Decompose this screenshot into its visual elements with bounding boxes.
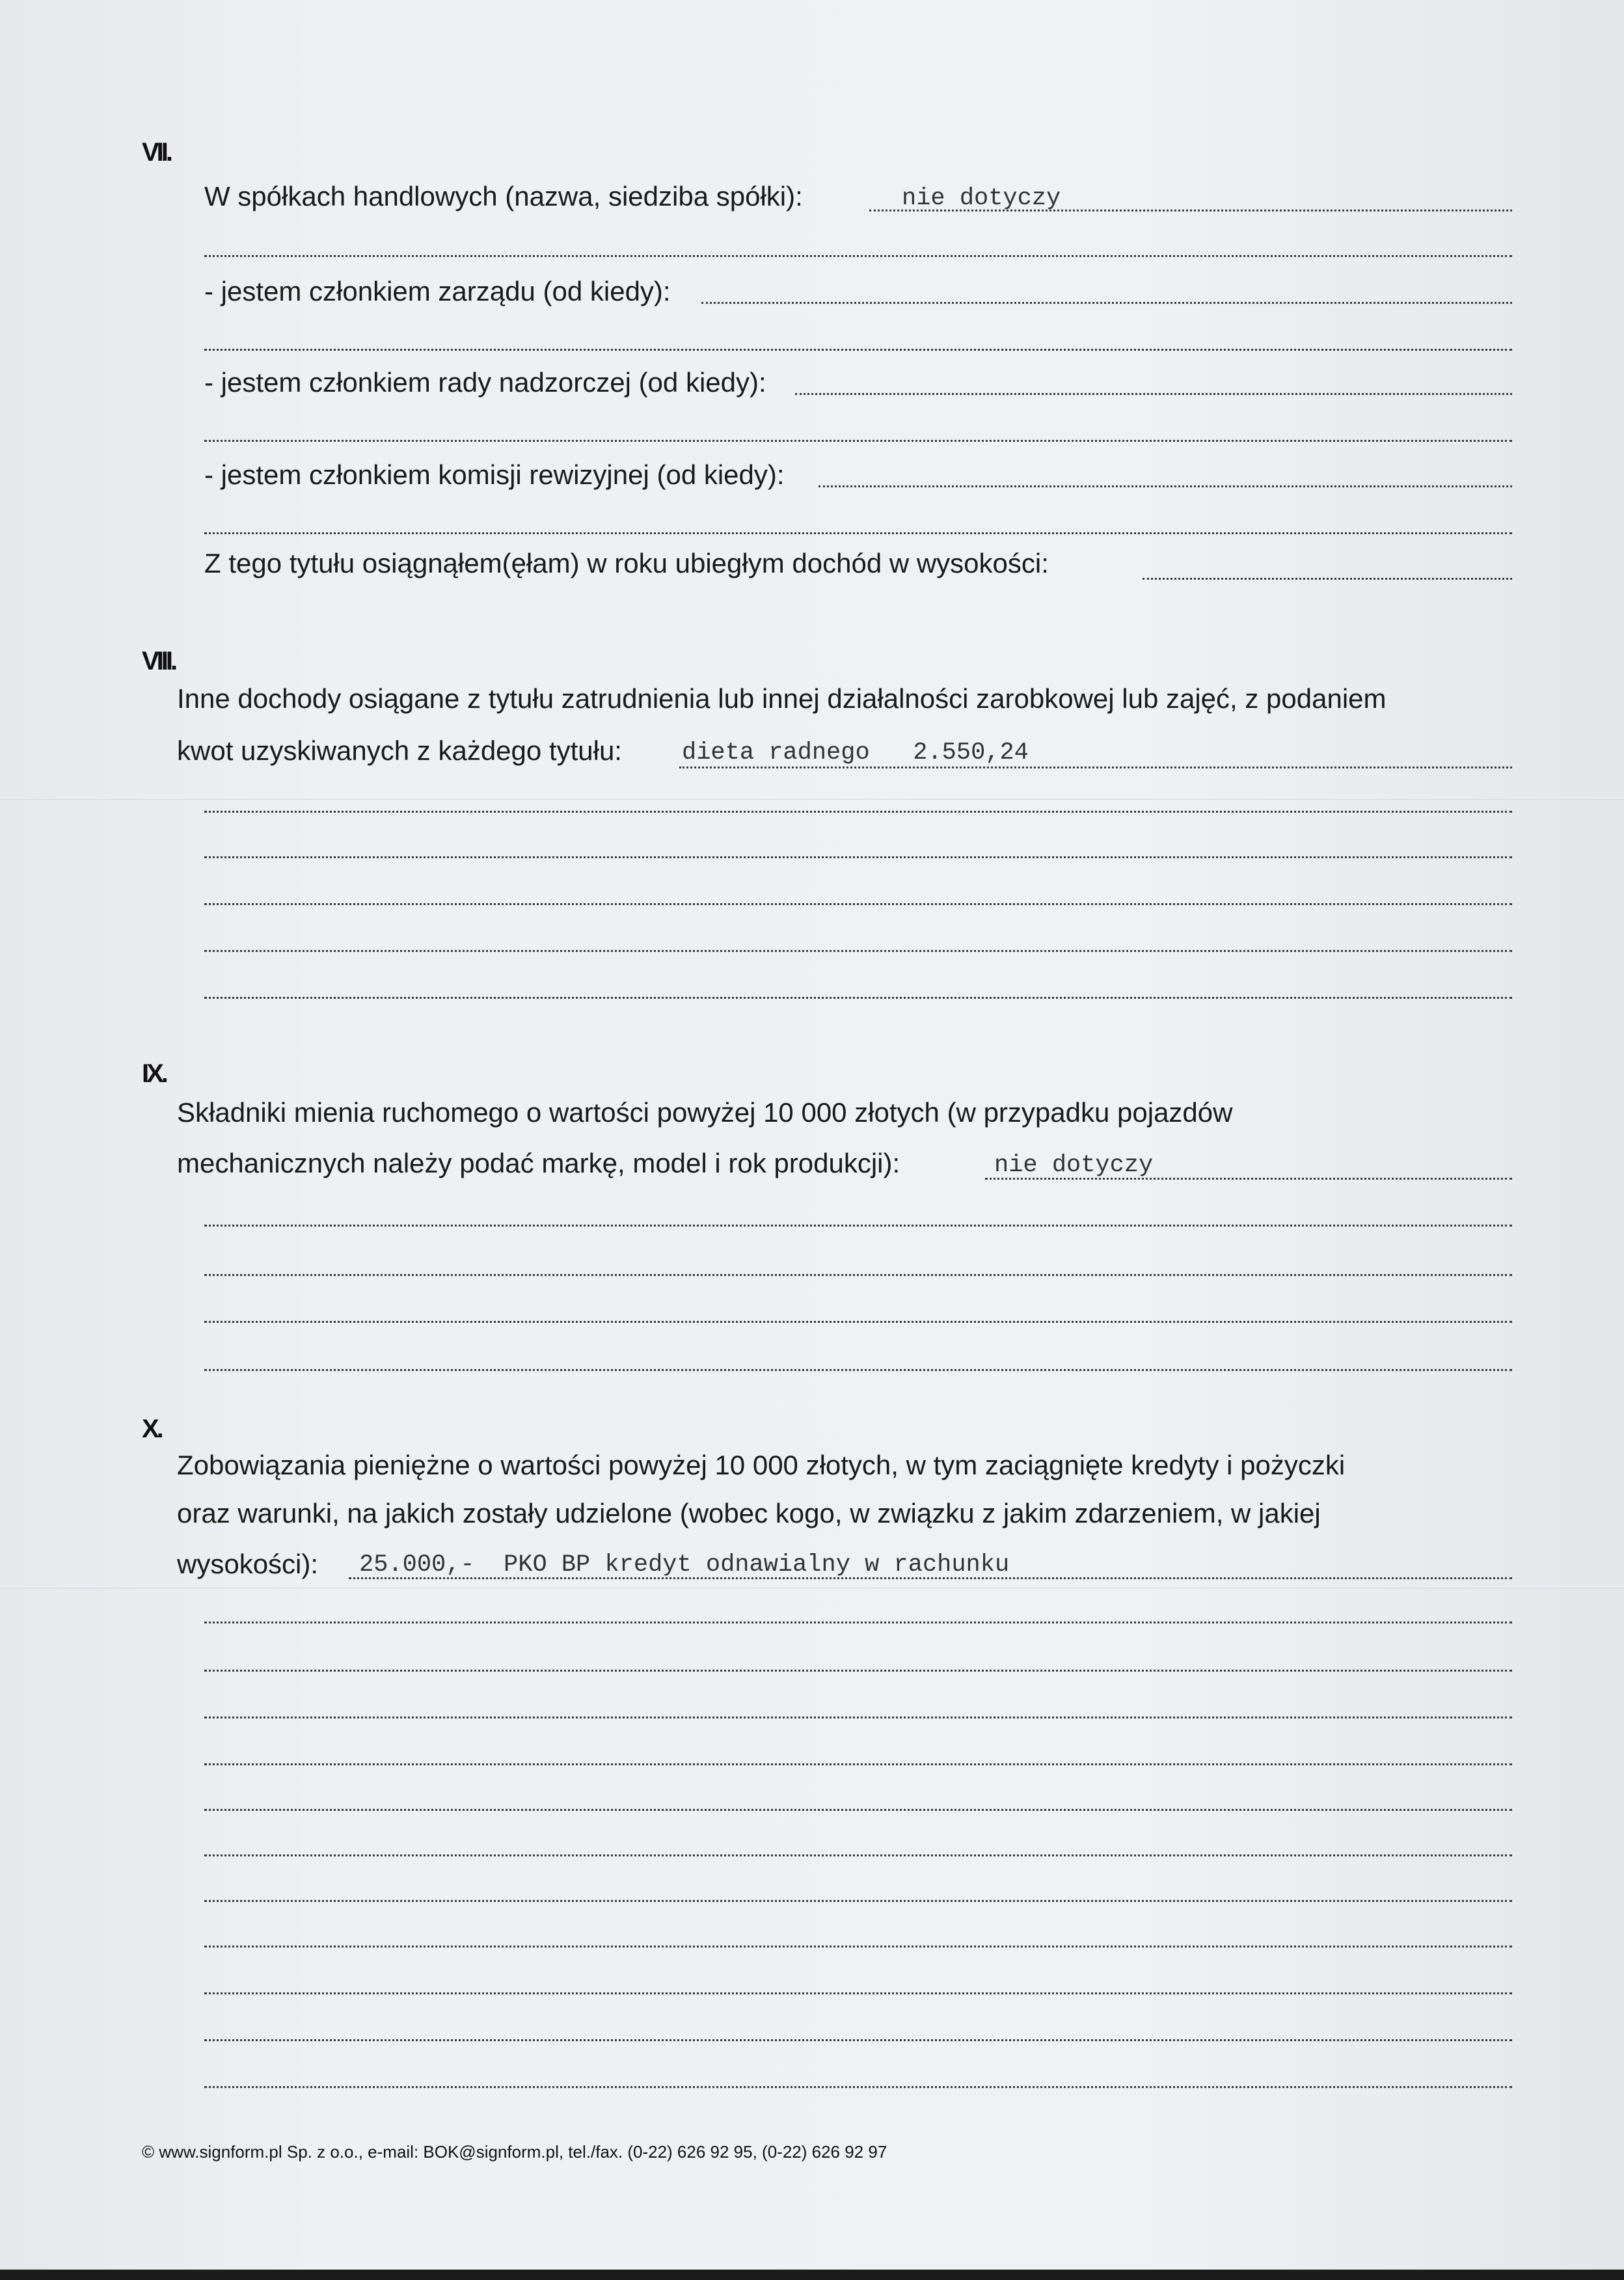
- supervisory-board-field-line[interactable]: [795, 393, 1512, 395]
- scan-edge: [0, 2270, 1624, 2280]
- movable-property-value: nie dotyczy: [994, 1152, 1154, 1179]
- liabilities-continuation-line[interactable]: [204, 1809, 1512, 1811]
- board-member-continuation-line[interactable]: [204, 349, 1512, 351]
- liabilities-continuation-line[interactable]: [204, 1854, 1512, 1856]
- companies-continuation-line[interactable]: [204, 255, 1512, 257]
- publisher-footer: © www.signform.pl Sp. z o.o., e-mail: BOK@signform.pl, tel./fax. (0-22) 626 92 95, (0-22) 626 92 97: [142, 2142, 887, 2162]
- movable-property-continuation-line[interactable]: [204, 1321, 1512, 1323]
- section-vii-number: VII.: [142, 138, 171, 167]
- liabilities-continuation-line[interactable]: [204, 2086, 1512, 2088]
- other-income-continuation-line[interactable]: [204, 950, 1512, 952]
- section-ix-number: IX.: [142, 1059, 166, 1088]
- section-x-number: X.: [142, 1415, 161, 1443]
- other-income-value: dieta radnego 2.550,24: [682, 739, 1029, 767]
- movable-property-continuation-line[interactable]: [204, 1369, 1512, 1371]
- movable-property-field-line[interactable]: [985, 1178, 1512, 1180]
- other-income-continuation-line[interactable]: [204, 856, 1512, 858]
- other-income-continuation-line[interactable]: [204, 811, 1512, 813]
- supervisory-board-continuation-line[interactable]: [204, 440, 1512, 442]
- liabilities-field-line[interactable]: [349, 1577, 1512, 1579]
- liabilities-continuation-line[interactable]: [204, 1946, 1512, 1948]
- liabilities-continuation-line[interactable]: [204, 1622, 1512, 1623]
- audit-committee-label: - jestem członkiem komisji rewizyjnej (od kiedy):: [204, 459, 785, 490]
- companies-value: nie dotyczy: [902, 185, 1061, 212]
- liabilities-continuation-line[interactable]: [204, 1670, 1512, 1672]
- audit-committee-field-line[interactable]: [819, 485, 1512, 487]
- movable-property-continuation-line[interactable]: [204, 1225, 1512, 1227]
- liabilities-continuation-line[interactable]: [204, 2039, 1512, 2041]
- supervisory-board-label: - jestem członkiem rady nadzorczej (od kiedy):: [204, 367, 766, 398]
- movable-property-continuation-line[interactable]: [204, 1274, 1512, 1276]
- income-field-line[interactable]: [1143, 578, 1512, 580]
- other-income-continuation-line[interactable]: [204, 903, 1512, 905]
- paper-fold-line: [0, 798, 1624, 800]
- other-income-field-line[interactable]: [679, 767, 1512, 768]
- paper-fold-line: [0, 1586, 1624, 1588]
- other-income-continuation-line[interactable]: [204, 997, 1512, 999]
- income-label: Z tego tytułu osiągnąłem(ęłam) w roku ubiegłym dochód w wysokości:: [204, 548, 1049, 578]
- liabilities-label-line3: wysokości):: [177, 1549, 319, 1579]
- board-member-field-line[interactable]: [701, 302, 1512, 304]
- other-income-label-line1: Inne dochody osiągane z tytułu zatrudnienia lub innej działalności zarobkowej lub zajęć, z podaniem: [177, 683, 1387, 714]
- board-member-label: - jestem członkiem zarządu (od kiedy):: [204, 276, 671, 306]
- movable-property-label-line1: Składniki mienia ruchomego o wartości powyżej 10 000 złotych (w przypadku pojazdów: [177, 1097, 1233, 1128]
- movable-property-label-line2: mechanicznych należy podać markę, model i rok produkcji):: [177, 1148, 900, 1178]
- liabilities-value: 25.000,- PKO BP kredyt odnawialny w rachunku: [359, 1551, 1010, 1579]
- liabilities-continuation-line[interactable]: [204, 1717, 1512, 1718]
- liabilities-continuation-line[interactable]: [204, 1992, 1512, 1994]
- liabilities-continuation-line[interactable]: [204, 1763, 1512, 1765]
- audit-committee-continuation-line[interactable]: [204, 532, 1512, 534]
- companies-field-line[interactable]: [869, 210, 1512, 211]
- other-income-label-line2: kwot uzyskiwanych z każdego tytułu:: [177, 735, 622, 766]
- liabilities-continuation-line[interactable]: [204, 1900, 1512, 1902]
- section-viii-number: VIII.: [142, 647, 176, 675]
- liabilities-label-line1: Zobowiązania pieniężne o wartości powyżej 10 000 złotych, w tym zaciągnięte kredyty i pożyczki: [177, 1450, 1346, 1480]
- liabilities-label-line2: oraz warunki, na jakich zostały udzielone (wobec kogo, w związku z jakim zdarzeniem, w jakiej: [177, 1498, 1321, 1528]
- companies-label: W spółkach handlowych (nazwa, siedziba spółki):: [204, 181, 803, 211]
